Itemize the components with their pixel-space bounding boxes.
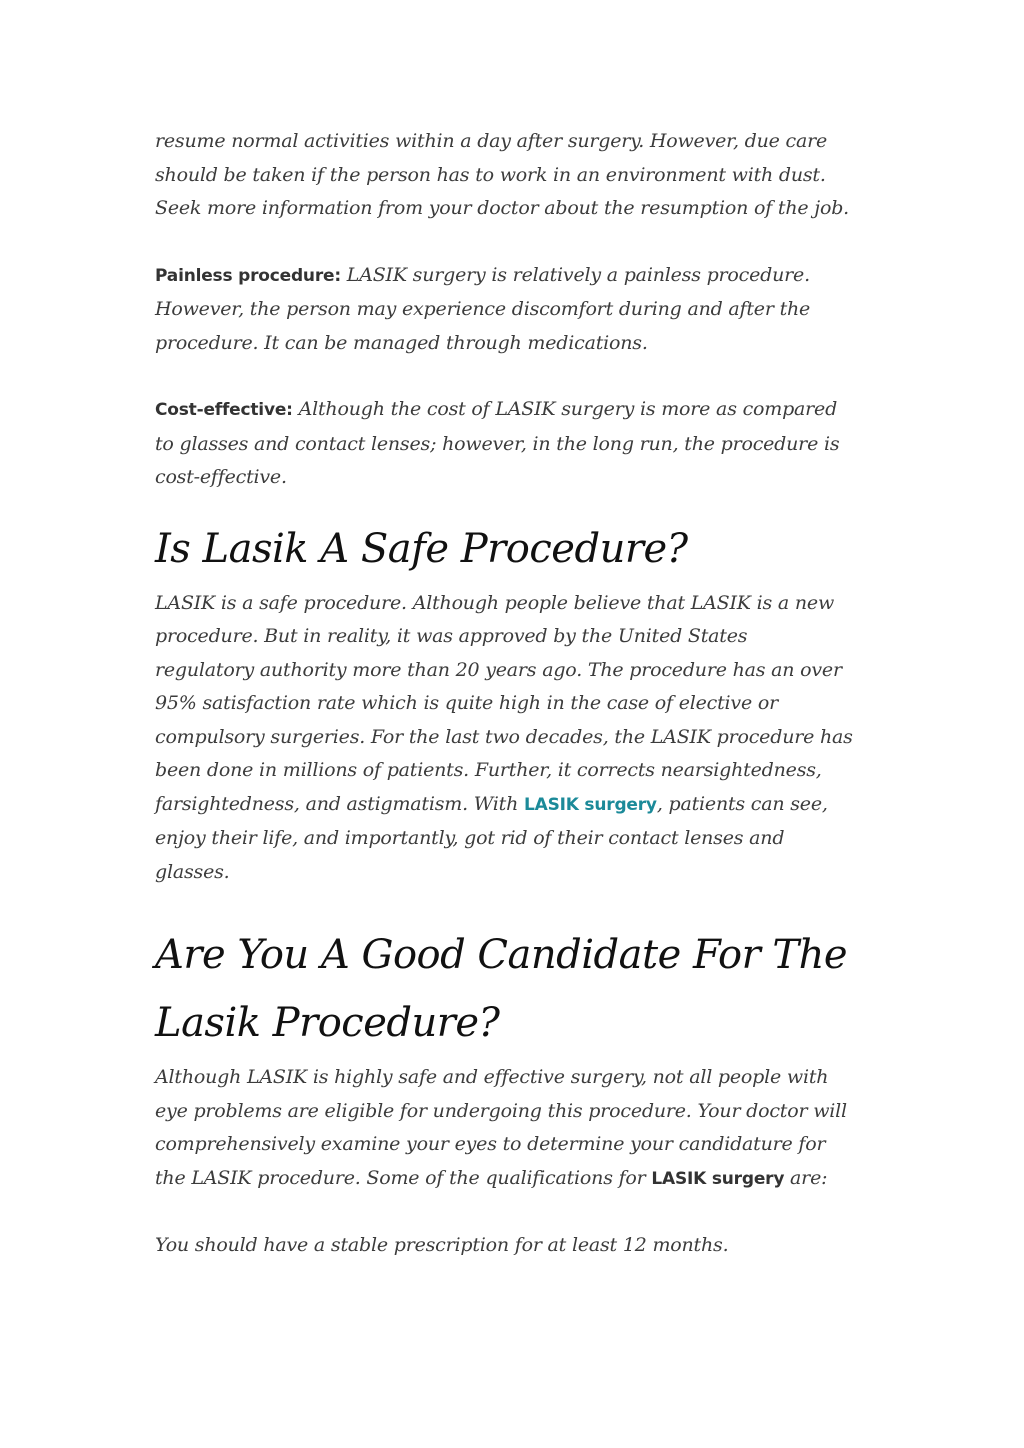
candidate-heading-line: Are You A Good Candidate For The (155, 932, 848, 978)
paragraph-spacer (155, 1196, 875, 1229)
lasik-surgery-link[interactable]: LASIK surgery (523, 794, 657, 815)
candidate-text: the LASIK procedure. Some of the qualifications for (155, 1166, 652, 1189)
candidate-line: comprehensively examine your eyes to determine your candidature for (155, 1133, 826, 1155)
safe-line: LASIK is a safe procedure. Although people believe that LASIK is a new (155, 591, 835, 614)
intro-line: should be taken if the person has to work in an environment with dust. (155, 163, 826, 186)
candidate-text: are: (784, 1166, 828, 1189)
cost-text: Although the cost of LASIK surgery is more as compared (292, 398, 838, 420)
painless-paragraph (155, 259, 875, 361)
document-page (155, 125, 875, 1263)
cost-paragraph (155, 393, 875, 495)
candidate-line (155, 1162, 875, 1197)
painless-line: procedure. It can be managed through medications. (155, 331, 648, 354)
safe-text: , patients can see, (656, 792, 828, 815)
safe-section-paragraph (155, 587, 875, 890)
painless-text: LASIK surgery is relatively a painless procedure. (340, 263, 810, 286)
intro-line: resume normal activities within a day after surgery. However, due care (155, 130, 828, 152)
lasik-surgery-strong: LASIK surgery (651, 1168, 785, 1189)
safe-line: compulsory surgeries. For the last two decades, the LASIK procedure has (155, 725, 853, 748)
safe-text: farsightedness, and astigmatism. With (155, 792, 524, 815)
safe-line: glasses. (155, 860, 230, 883)
intro-line: Seek more information from your doctor about the resumption of the job. (155, 197, 850, 219)
candidate-section-heading (155, 921, 875, 1057)
stable-prescription-line: You should have a stable prescription for at least 12 months. (155, 1234, 729, 1256)
candidate-heading-line: Lasik Procedure? (155, 1000, 500, 1046)
painless-label: Painless procedure: (155, 265, 341, 286)
safe-section-heading: Is Lasik A Safe Procedure? (155, 525, 688, 572)
painless-line: However, the person may experience discomfort during and after the (155, 298, 811, 320)
candidate-line: Although LASIK is highly safe and effective surgery, not all people with (155, 1066, 829, 1088)
painless-line (155, 259, 875, 294)
safe-line: enjoy their life, and importantly, got rid of their contact lenses and (155, 827, 785, 849)
cost-line (155, 393, 875, 428)
paragraph-spacer (155, 360, 875, 393)
cost-line: cost-effective. (155, 466, 287, 488)
cost-line: to glasses and contact lenses; however, in the long run, the procedure is (155, 432, 840, 455)
safe-line: procedure. But in reality, it was approved by the United States (155, 625, 748, 647)
paragraph-spacer (155, 226, 875, 259)
candidate-line: eye problems are eligible for undergoing this procedure. Your doctor will (155, 1099, 847, 1122)
safe-line: been done in millions of patients. Further, it corrects nearsightedness, (155, 759, 822, 781)
intro-paragraph (155, 125, 875, 226)
candidate-section-paragraph (155, 1061, 875, 1196)
safe-line: 95% satisfaction rate which is quite high in the case of elective or (155, 692, 778, 714)
safe-line: regulatory authority more than 20 years ago. The procedure has an over (155, 658, 842, 681)
safe-line (155, 788, 875, 823)
cost-label: Cost-effective: (155, 400, 293, 420)
